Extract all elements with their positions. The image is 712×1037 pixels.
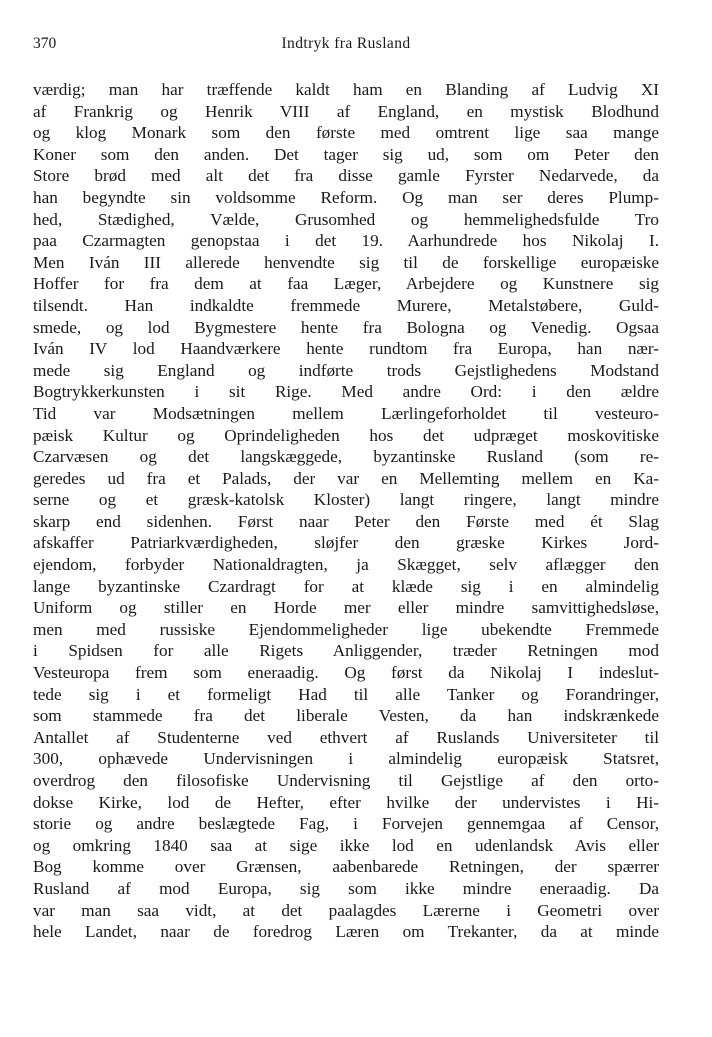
text-line: afskaffer Patriarkværdigheden, sløjfer den græske Kirkes Jord- <box>33 533 659 553</box>
text-line: mede sig England og indførte trods Gejstlighedens Modstand <box>33 360 659 380</box>
text-line: lange byzantinske Czardragt for at klæde sig i en almindelig <box>33 576 659 596</box>
text-line: som stammede fra det liberale Vesten, da han indskrænkede <box>33 706 659 726</box>
text-line: 300, ophævede Undervisningen i almindelig europæisk Statsret, <box>33 749 659 769</box>
text-line: men med russiske Ejendommeligheder lige ubekendte Fremmede <box>33 619 659 639</box>
text-line: pæisk Kultur og Oprindeligheden hos det udpræget moskovitiske <box>33 425 659 445</box>
text-line: hele Landet, naar de foredrog Læren om Trekanter, da at minde <box>33 922 659 942</box>
text-line: var man saa vidt, at det paalagdes Lærerne i Geometri over <box>33 900 659 920</box>
text-line: Uniform og stiller en Horde mer eller mindre samvittighedsløse, <box>33 598 659 618</box>
text-line: værdig; man har træffende kaldt ham en Blanding af Ludvig XI <box>33 80 659 99</box>
text-line: Rusland af mod Europa, sig som ikke mindre eneraadig. Da <box>33 878 659 898</box>
text-line: smede, og lod Bygmestere hente fra Bologna og Venedig. Ogsaa <box>33 317 659 337</box>
text-line: Tid var Modsætningen mellem Lærlingeforholdet til vesteuro- <box>33 403 659 423</box>
text-line: Hoffer for fra dem at faa Læger, Arbejdere og Kunstnere sig <box>33 274 659 294</box>
running-title: Indtryk fra Rusland <box>281 35 411 52</box>
text-line: Koner som den anden. Det tager sig ud, som om Peter den <box>33 144 659 164</box>
text-line: Bogtrykkerkunsten i sit Rige. Med andre Ord: i den ældre <box>33 382 659 402</box>
text-line: i Spidsen for alle Rigets Anliggender, træder Retningen mod <box>33 641 659 661</box>
body-text <box>33 79 659 943</box>
book-page <box>33 32 659 943</box>
text-line: af Frankrig og Henrik VIII af England, en mystisk Blodhund <box>33 101 659 121</box>
text-line: Men Iván III allerede henvendte sig til de forskellige europæiske <box>33 252 659 272</box>
text-line: han begyndte sin voldsomme Reform. Og man ser deres Plump- <box>33 187 659 207</box>
text-line: tede sig i et formeligt Had til alle Tanker og Forandringer, <box>33 684 659 704</box>
text-line: Bog komme over Grænsen, aabenbarede Retningen, der spærrer <box>33 857 659 877</box>
text-line: storie og andre beslægtede Fag, i Forvejen gennemgaa af Censor, <box>33 814 659 834</box>
text-line: skarp end sidenhen. Først naar Peter den Første med ét Slag <box>33 511 659 531</box>
text-line: paa Czarmagten genopstaa i det 19. Aarhundrede hos Nikolaj I. <box>33 231 659 251</box>
text-line: Antallet af Studenterne ved ethvert af Ruslands Universiteter til <box>33 727 659 747</box>
text-line: hed, Stædighed, Vælde, Grusomhed og hemmelighedsfulde Tro <box>33 209 659 229</box>
page-number: 370 <box>33 35 57 52</box>
text-line: og klog Monark som den første med omtrent lige saa mange <box>33 123 659 143</box>
text-line: Store brød med alt det fra disse gamle Fyrster Nedarvede, da <box>33 166 659 186</box>
text-line: dokse Kirke, lod de Hefter, efter hvilke der undervistes i Hi- <box>33 792 659 812</box>
text-line: geredes ud fra et Palads, der var en Mellemting mellem en Ka- <box>33 468 659 488</box>
text-line: Czarvæsen og det langskæggede, byzantinske Rusland (som re- <box>33 447 659 467</box>
text-line: ejendom, forbyder Nationaldragten, ja Skægget, selv aflægger den <box>33 555 659 575</box>
text-line: og omkring 1840 saa at sige ikke lod en udenlandsk Avis eller <box>33 835 659 855</box>
text-line: Vesteuropa frem som eneraadig. Og først da Nikolaj I indeslut- <box>33 663 659 683</box>
text-line: Iván IV lod Haandværkere hente rundtom fra Europa, han nær- <box>33 339 659 359</box>
page-header <box>33 32 659 56</box>
text-line: overdrog den filosofiske Undervisning til Gejstlige af den orto- <box>33 771 659 790</box>
text-line: tilsendt. Han indkaldte fremmede Murere, Metalstøbere, Guld- <box>33 295 659 315</box>
text-line: serne og et græsk-katolsk Kloster) langt ringere, langt mindre <box>33 490 659 510</box>
